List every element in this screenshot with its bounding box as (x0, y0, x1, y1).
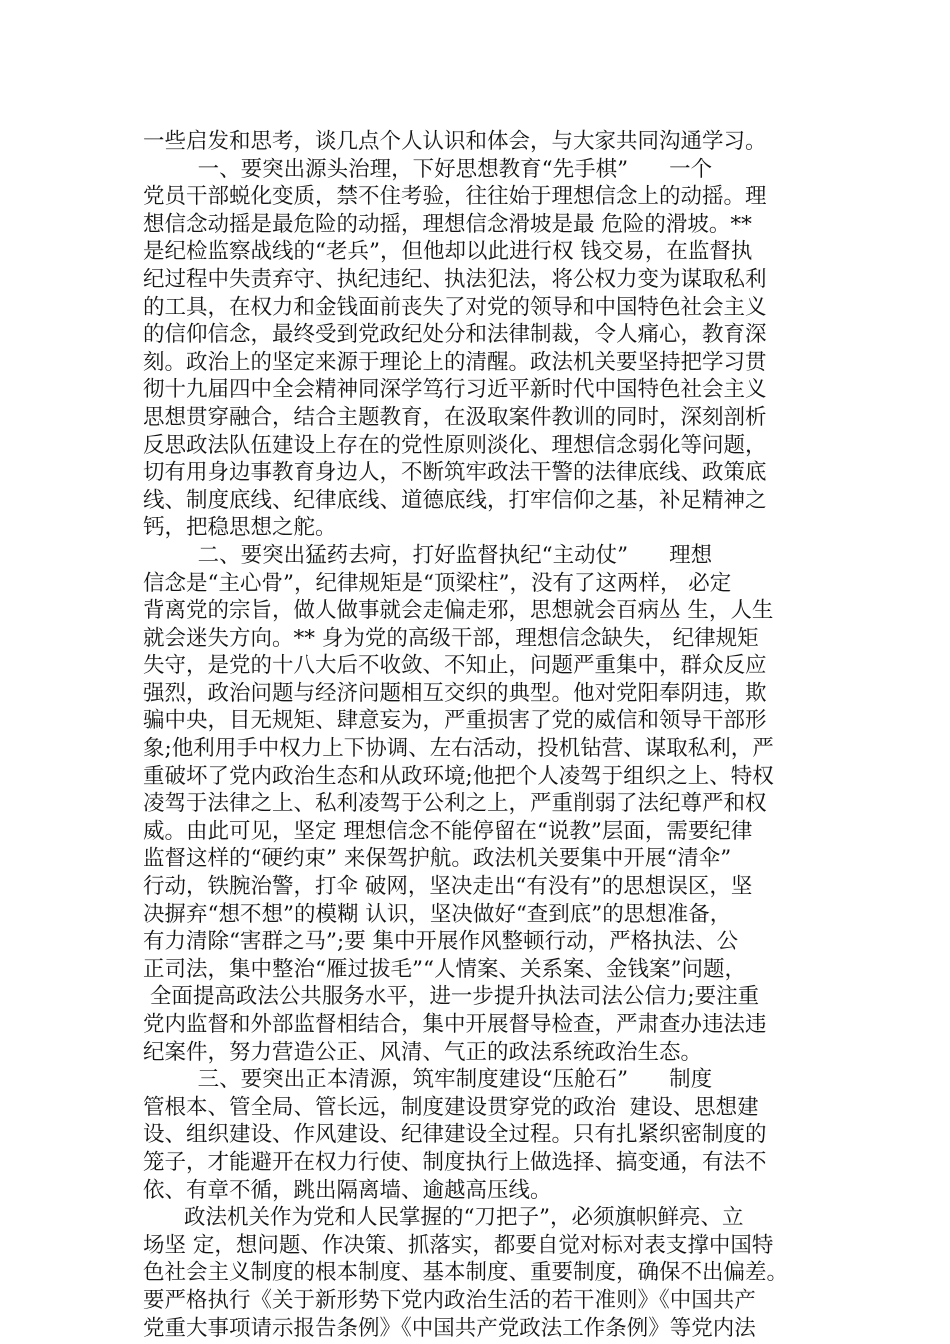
text-line: 彻十九届四中全会精神同深学笃行习近平新时代中国特色社会主义 (143, 377, 767, 403)
text-line: 线、制度底线、纪律底线、道德底线，打牢信仰之基，补足精神之 (143, 487, 767, 513)
text-line: 思想贯穿融合，结合主题教育，在汲取案件教训的同时，深刻剖析 (143, 404, 767, 430)
text-line: 三、要突出正本清源，筑牢制度建设“压舱石” 制度 (143, 1067, 713, 1093)
text-line: 党重大事项请示报告条例》《中国共产党政法工作条例》等党内法 (143, 1315, 756, 1341)
text-line: 纪案件，努力营造公正、风清、气正的政法系统政治生态。 (143, 1039, 703, 1065)
text-line: 纪过程中失责弃守、执纪违纪、执法犯法，将公权力变为谋取私利 (143, 266, 767, 292)
text-line: 凌驾于法律之上、私利凌驾于公利之上，严重削弱了法纪尊严和权 (143, 791, 767, 817)
text-line: 决摒弃“想不想”的模糊 认识，坚决做好“查到底”的思想准备， (143, 901, 732, 927)
text-line: 刻。政治上的坚定来源于理论上的清醒。政法机关要坚持把学习贯 (143, 349, 767, 375)
text-line: 一些启发和思考，谈几点个人认识和体会，与大家共同沟通学习。 (143, 129, 767, 154)
text-line: 的信仰信念，最终受到党政纪处分和法律制裁，令人痛心，教育深 (143, 322, 767, 348)
text-line: 正司法，集中整治“雁过拔毛”“人情案、关系案、金钱案”问题， (143, 956, 746, 982)
text-line: 笼子，才能避开在权力行使、制度执行上做选择、搞变通，有法不 (143, 1149, 767, 1175)
text-line: 全面提高政法公共服务水平，进一步提升执法司法公信力;要注重 (143, 984, 760, 1010)
text-line: 背离党的宗旨，做人做事就会走偏走邪，思想就会百病丛 生，人生 (143, 598, 774, 624)
text-line: 信念是“主心骨”，纪律规矩是“顶梁柱”，没有了这两样， 必定 (143, 570, 732, 596)
document-body-text (143, 128, 823, 1342)
text-line: 的工具，在权力和金钱面前丧失了对党的领导和中国特色社会主义 (143, 294, 767, 320)
text-line: 就会迷失方向。** 身为党的高级干部，理想信念缺失， 纪律规矩 (143, 625, 759, 651)
text-line: 政法机关作为党和人民掌握的“刀把子”，必须旗帜鲜亮、立 (143, 1205, 744, 1231)
text-line: 二、要突出猛药去疴，打好监督执纪“主动仗” 理想 (143, 542, 713, 568)
text-line: 依、有章不循，跳出隔离墙、逾越高压线。 (143, 1177, 552, 1203)
text-line: 是纪检监察战线的“老兵”，但他却以此进行权 钱交易，在监督执 (143, 239, 753, 265)
text-line: 党内监督和外部监督相结合，集中开展督导检查，严肃查办违法违 (143, 1012, 767, 1037)
text-line: 场坚 定，想问题、作决策、抓落实，都要自觉对标对表支撑中国特 (143, 1232, 774, 1258)
text-line: 行动，铁腕治警，打伞 破网，坚决走出“有没有”的思想误区，坚 (143, 874, 753, 900)
text-line: 有力清除“害群之马”;要 集中开展作风整顿行动，严格执法、公 (143, 929, 739, 955)
text-line: 管根本、管全局、管长远，制度建设贯穿党的政治 建设、思想建 (143, 1094, 759, 1120)
text-line: 骗中央，目无规矩、肆意妄为，严重损害了党的威信和领导干部形 (143, 708, 767, 734)
text-line: 色社会主义制度的根本制度、基本制度、重要制度，确保不出偏差。 (143, 1260, 789, 1286)
text-line: 象;他利用手中权力上下协调、左右活动，投机钻营、谋取私利，严 (143, 736, 774, 762)
text-line: 一、要突出源头治理，下好思想教育“先手棋” 一个 (143, 156, 713, 182)
text-line: 党员干部蜕化变质，禁不住考验，往往始于理想信念上的动摇。理 (143, 184, 767, 210)
text-line: 威。由此可见，坚定 理想信念不能停留在“说教”层面，需要纪律 (143, 818, 753, 844)
text-line: 强烈，政治问题与经济问题相互交织的典型。他对党阳奉阴违，欺 (143, 680, 767, 706)
text-line: 钙，把稳思想之舵。 (143, 515, 337, 541)
text-line: 要严格执行《关于新形势下党内政治生活的若干准则》《中国共产 (143, 1287, 756, 1313)
text-line: 设、组织建设、作风建设、纪律建设全过程。只有扎紧织密制度的 (143, 1122, 767, 1148)
text-line: 失守，是党的十八大后不收敛、不知止，问题严重集中，群众反应 (143, 653, 767, 679)
text-line: 监督这样的“硬约束” 来保驾护航。政法机关要集中开展“清伞” (143, 846, 732, 872)
text-line: 想信念动摇是最危险的动摇，理想信念滑坡是最 危险的滑坡。** (143, 211, 752, 237)
text-line: 重破坏了党内政治生态和从政环境;他把个人凌驾于组织之上、特权 (143, 763, 774, 789)
text-line: 切有用身边事教育身边人，不断筑牢政法干警的法律底线、政策底 (143, 460, 767, 486)
text-line: 反思政法队伍建设上存在的党性原则淡化、理想信念弱化等问题， (143, 432, 767, 458)
